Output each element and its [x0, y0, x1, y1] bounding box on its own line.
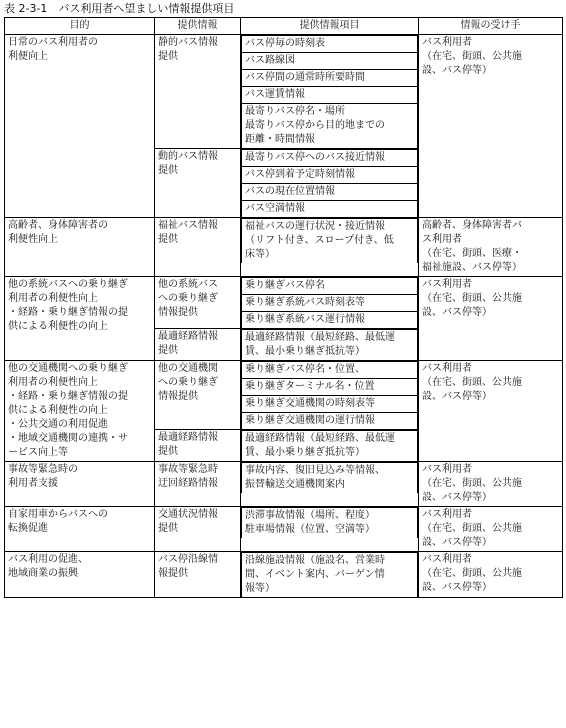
- purpose-line: 利便性向上: [8, 234, 58, 245]
- receiver-line: （在宅、街頭、公共施: [422, 568, 522, 579]
- info-item-line: バス停間の通常時所要時間: [245, 72, 365, 83]
- provided-info-line: 情報提供: [158, 391, 198, 402]
- info-items-cell: [241, 35, 419, 149]
- receiver-line: バス利用者: [422, 464, 472, 475]
- info-item-line: バス空満情報: [245, 203, 305, 214]
- info-items-cell: [241, 329, 419, 361]
- info-items-cell: [241, 552, 419, 598]
- purpose-line: 事故等緊急時の: [8, 464, 78, 475]
- provided-info-line: 提供: [158, 165, 178, 176]
- receiver-line: 設、バス停等）: [422, 307, 492, 318]
- table-caption: 表 2-3-1 バス利用者へ望ましい情報提供項目: [4, 2, 235, 15]
- receiver-line: 設、バス停等）: [422, 391, 492, 402]
- purpose-line: 地域商業の振興: [8, 568, 78, 579]
- info-items-cell: [241, 462, 419, 507]
- purpose-line: 供による利便性の向上: [8, 405, 108, 416]
- receiver-line: バス利用者: [422, 363, 472, 374]
- table-row: [5, 361, 563, 430]
- info-item: [242, 413, 418, 430]
- purpose-cell: [5, 277, 155, 361]
- provided-info-line: 福祉バス情報: [158, 220, 218, 231]
- info-item-line: 乗り継ぎバス停名・位置、: [245, 364, 365, 375]
- provided-info-line: への乗り継ぎ: [158, 377, 218, 388]
- receiver-line: 高齢者、身体障害者バ: [422, 220, 522, 231]
- info-items-cell: [241, 361, 419, 430]
- table-row: [5, 35, 563, 149]
- info-item-line: 床等）: [245, 249, 275, 260]
- info-item: [242, 219, 418, 264]
- provided-info-cell: [155, 462, 241, 507]
- provided-info-line: 他の系統バス: [158, 279, 218, 290]
- info-item-line: バス停毎の時刻表: [245, 38, 325, 49]
- info-item: [242, 184, 418, 201]
- info-item: [242, 70, 418, 87]
- info-item-line: 乗り継ぎ交通機関の運行情報: [245, 415, 375, 426]
- info-item: [242, 87, 418, 104]
- info-item: [242, 379, 418, 396]
- receiver-line: 福祉施設、バス停等）: [422, 262, 522, 273]
- provided-info-line: 情報提供: [158, 307, 198, 318]
- provided-info-line: 提供: [158, 523, 178, 534]
- provided-info-line: バス停沿線情: [158, 554, 218, 565]
- info-item-line: 乗り継ぎ系統バス運行情報: [245, 314, 365, 325]
- info-items-cell: [241, 507, 419, 552]
- purpose-cell: [5, 361, 155, 462]
- info-item-line: （リフト付き、スロープ付き、低: [245, 235, 394, 246]
- info-item: [242, 36, 418, 53]
- provided-info-line: 最適経路情報: [158, 331, 218, 342]
- provided-info-line: 提供: [158, 446, 178, 457]
- purpose-cell: [5, 462, 155, 507]
- table-body: [5, 35, 563, 598]
- info-item: [242, 295, 418, 312]
- info-item-line: 駐車場情報（位置、空満等）: [245, 524, 375, 535]
- header-provided-info: 提供情報: [155, 18, 241, 35]
- provided-info-cell: [155, 430, 241, 462]
- info-item-line: 報等）: [245, 583, 275, 594]
- info-item-line: 乗り継ぎターミナル名・位置: [245, 381, 375, 392]
- table-row: [5, 277, 563, 329]
- provided-info-line: 他の交通機関: [158, 363, 218, 374]
- info-item-line: 最適経路情報（最短経路、最低運: [245, 332, 395, 343]
- purpose-cell: [5, 35, 155, 218]
- purpose-line: 供による利便性の向上: [8, 321, 108, 332]
- purpose-cell: [5, 552, 155, 598]
- purpose-line: ・経路・乗り継ぎ情報の提: [8, 391, 128, 402]
- info-item: [242, 508, 418, 539]
- purpose-line: 他の系統バスへの乗り継ぎ: [8, 279, 128, 290]
- provided-info-line: 最適経路情報: [158, 432, 218, 443]
- table-row: [5, 552, 563, 598]
- provided-info-line: への乗り継ぎ: [158, 293, 218, 304]
- receiver-line: バス利用者: [422, 37, 472, 48]
- purpose-line: ・公共交通の利用促進: [8, 419, 108, 430]
- info-item: [242, 150, 418, 167]
- info-item-line: 乗り継ぎ系統バス時刻表等: [245, 297, 365, 308]
- purpose-line: ・経路・乗り継ぎ情報の提: [8, 307, 128, 318]
- info-item-line: バス停到着予定時刻情報: [245, 169, 355, 180]
- purpose-line: ービス向上等: [8, 447, 68, 458]
- info-item-line: 最寄りバス停へのバス接近情報: [245, 152, 385, 163]
- table-row: [5, 507, 563, 552]
- provided-info-line: 報提供: [158, 568, 188, 579]
- info-items-cell: [241, 218, 419, 277]
- provided-info-cell: [155, 329, 241, 361]
- provided-info-cell: [155, 361, 241, 430]
- info-item-line: バス運賃情報: [245, 89, 305, 100]
- purpose-line: 利用者支援: [8, 478, 58, 489]
- header-purpose: 目的: [5, 18, 155, 35]
- purpose-line: ・地域交通機関の連携・サ: [8, 433, 128, 444]
- provided-info-line: 動的バス情報: [158, 151, 218, 162]
- provided-info-cell: [155, 218, 241, 277]
- info-item: [242, 362, 418, 379]
- table-row: [5, 218, 563, 277]
- receiver-line: （在宅、街頭、医療・: [422, 248, 522, 259]
- info-item: [242, 312, 418, 329]
- receiver-line: （在宅、街頭、公共施: [422, 293, 522, 304]
- receiver-line: バス利用者: [422, 554, 472, 565]
- info-item: [242, 201, 418, 218]
- provided-info-line: 提供: [158, 345, 178, 356]
- info-item: [242, 330, 418, 361]
- receiver-line: （在宅、街頭、公共施: [422, 478, 522, 489]
- provided-info-line: 交通状況情報: [158, 509, 218, 520]
- purpose-line: 自家用車からバスへの: [8, 509, 108, 520]
- header-info-items: 提供情報項目: [241, 18, 419, 35]
- info-item: [242, 553, 418, 598]
- provided-info-cell: [155, 149, 241, 218]
- info-item-line: 乗り継ぎ交通機関の時刻表等: [245, 398, 375, 409]
- info-items-cell: [241, 430, 419, 462]
- info-item-line: 間、イベント案内、バーゲン情: [245, 569, 385, 580]
- info-item: [242, 463, 418, 494]
- purpose-line: 日常のバス利用者の: [8, 37, 98, 48]
- provided-info-cell: [155, 507, 241, 552]
- receiver-cell: [419, 462, 563, 507]
- table-row: [5, 462, 563, 507]
- receiver-cell: [419, 277, 563, 361]
- info-item-line: 福祉バスの運行状況・接近情報: [245, 221, 385, 232]
- info-item: [242, 104, 418, 149]
- header-receiver: 情報の受け手: [419, 18, 563, 35]
- info-items-cell: [241, 277, 419, 329]
- purpose-line: 転換促進: [8, 523, 48, 534]
- info-item-line: 沿線施設情報（施設名、営業時: [245, 555, 385, 566]
- provided-info-cell: [155, 277, 241, 329]
- info-items-cell: [241, 149, 419, 218]
- purpose-line: バス利用の促進、: [8, 554, 88, 565]
- info-item-line: 最適経路情報（最短経路、最低運: [245, 433, 395, 444]
- purpose-line: 他の交通機関への乗り継ぎ: [8, 363, 128, 374]
- receiver-cell: [419, 552, 563, 598]
- info-item: [242, 53, 418, 70]
- provided-info-line: 事故等緊急時: [158, 464, 218, 475]
- info-item: [242, 167, 418, 184]
- info-item: [242, 396, 418, 413]
- provided-info-line: 静的バス情報: [158, 37, 218, 48]
- info-items-table: [4, 17, 563, 598]
- provided-info-cell: [155, 552, 241, 598]
- purpose-line: 利便向上: [8, 51, 48, 62]
- purpose-cell: [5, 507, 155, 552]
- info-item-line: 渋滞事故情報（場所、程度）: [245, 510, 375, 521]
- purpose-line: 高齢者、身体障害者の: [8, 220, 108, 231]
- receiver-cell: [419, 507, 563, 552]
- receiver-cell: [419, 35, 563, 218]
- info-item-line: 賃、最小乗り継ぎ抵抗等）: [245, 447, 365, 458]
- info-item: [242, 278, 418, 295]
- provided-info-cell: [155, 35, 241, 149]
- info-item: [242, 431, 418, 462]
- info-item-line: 賃、最小乗り継ぎ抵抗等）: [245, 346, 365, 357]
- info-item-line: 振替輸送交通機関案内: [245, 479, 345, 490]
- info-item-line: 最寄りバス停から目的地までの: [245, 120, 385, 131]
- provided-info-line: 提供: [158, 51, 178, 62]
- receiver-cell: [419, 218, 563, 277]
- info-item-line: バス路線図: [245, 55, 295, 66]
- receiver-line: （在宅、街頭、公共施: [422, 51, 522, 62]
- receiver-line: ス利用者: [422, 234, 462, 245]
- receiver-line: （在宅、街頭、公共施: [422, 377, 522, 388]
- info-item-line: 乗り継ぎバス停名: [245, 280, 325, 291]
- receiver-line: 設、バス停等）: [422, 582, 492, 593]
- provided-info-line: 迂回経路情報: [158, 478, 218, 489]
- receiver-line: バス利用者: [422, 279, 472, 290]
- provided-info-line: 提供: [158, 234, 178, 245]
- receiver-line: （在宅、街頭、公共施: [422, 523, 522, 534]
- purpose-line: 利用者の利便性向上: [8, 377, 98, 388]
- receiver-line: 設、バス停等）: [422, 492, 492, 503]
- header-row: [5, 18, 563, 35]
- info-item-line: バスの現在位置情報: [245, 186, 335, 197]
- receiver-line: バス利用者: [422, 509, 472, 520]
- receiver-cell: [419, 361, 563, 462]
- info-item-line: 距離・時間情報: [245, 134, 315, 145]
- info-item-line: 最寄りバス停名・場所: [245, 106, 345, 117]
- purpose-line: 利用者の利便性向上: [8, 293, 98, 304]
- info-item-line: 事故内容、復旧見込み等情報、: [245, 465, 385, 476]
- purpose-cell: [5, 218, 155, 277]
- receiver-line: 設、バス停等）: [422, 537, 492, 548]
- receiver-line: 設、バス停等）: [422, 65, 492, 76]
